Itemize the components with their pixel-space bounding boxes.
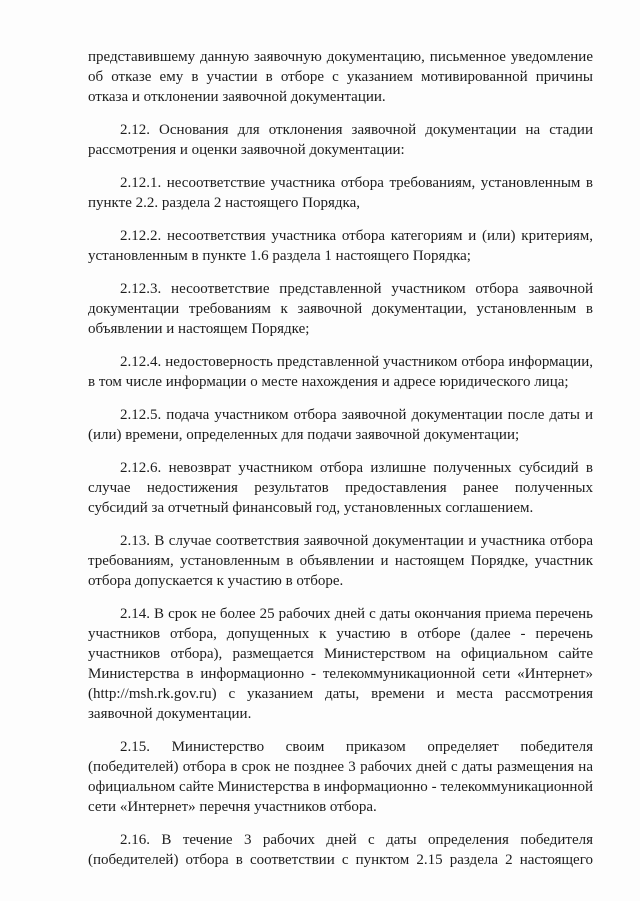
paragraph-2-16: 2.16. В течение 3 рабочих дней с даты определения победителя (победителей) отбора в соответствии с пунктом 2.15 раздела 2 настоящего xyxy=(88,832,593,868)
paragraph-2-15: 2.15. Министерство своим приказом определяет победителя (победителей) отбора в срок не позднее 3 рабочих дней с даты размещения на официальном сайте Министерства в информационно - телекоммуникационной сети «Интернет» перечня участников отбора. xyxy=(88,739,593,815)
paragraph-2-12: 2.12. Основания для отклонения заявочной документации на стадии рассмотрения и оценки заявочной документации: xyxy=(88,122,593,158)
paragraph-2-12-5: 2.12.5. подача участником отбора заявочной документации после даты и (или) времени, определенных для подачи заявочной документации; xyxy=(88,407,593,443)
paragraph-2-12-2: 2.12.2. несоответствия участника отбора категориям и (или) критериям, установленным в пункте 1.6 раздела 1 настоящего Порядка; xyxy=(88,228,593,264)
paragraph-2-12-4: 2.12.4. недостоверность представленной участником отбора информации, в том числе информации о месте нахождения и адресе юридического лица; xyxy=(88,354,593,390)
paragraph-rejection-notice: представившему данную заявочную документацию, письменное уведомление об отказе ему в участии в отборе с указанием мотивированной причины отказа и отклонении заявочной документации. xyxy=(88,49,593,105)
document-body xyxy=(88,47,593,883)
paragraph-2-12-3: 2.12.3. несоответствие представленной участником отбора заявочной документации требованиям к заявочной документации, установленным в объявлении и настоящем Порядке; xyxy=(88,281,593,337)
paragraph-2-13: 2.13. В случае соответствия заявочной документации и участника отбора требованиям, установленным в объявлении и настоящем Порядке, участник отбора допускается к участию в отборе. xyxy=(88,533,593,589)
paragraph-2-14: 2.14. В срок не более 25 рабочих дней с даты окончания приема перечень участников отбора, допущенных к участию в отборе (далее - перечень участников отбора), размещается Министерством на официальном сайте Министерства в информационно - телекоммуникационной сети «Интернет» (http://msh.rk.gov.ru) с указанием даты, времени и места рассмотрения заявочной документации. xyxy=(88,606,593,722)
paragraph-2-12-1: 2.12.1. несоответствие участника отбора требованиям, установленным в пункте 2.2. раздела 2 настоящего Порядка, xyxy=(88,175,593,211)
paragraph-2-12-6: 2.12.6. невозврат участником отбора излишне полученных субсидий в случае недостижения результатов предоставления ранее полученных субсидий за отчетный финансовый год, установленных соглашением. xyxy=(88,460,593,516)
